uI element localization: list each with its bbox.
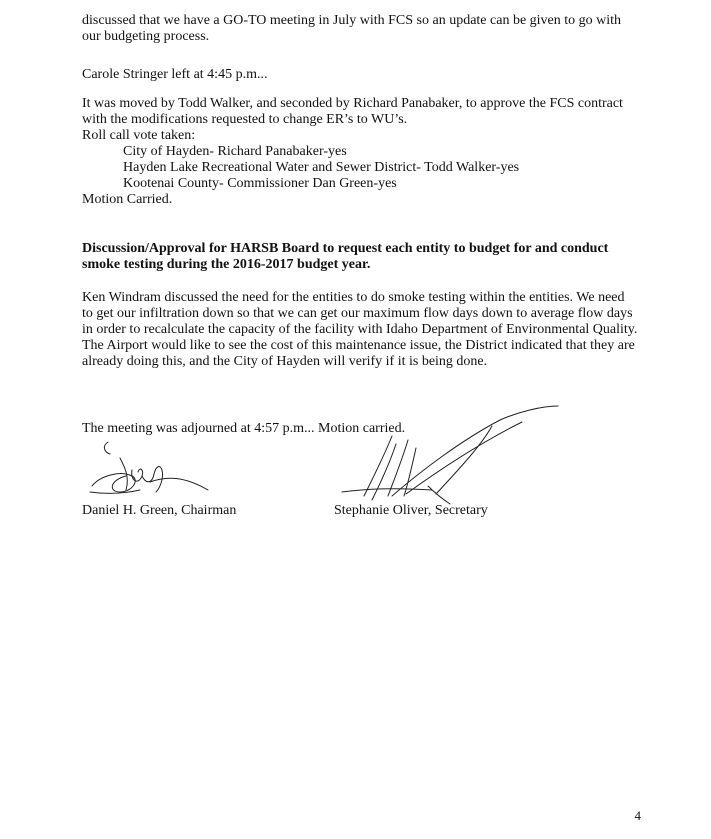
intro-paragraph bbox=[82, 13, 672, 45]
secretary-signature bbox=[332, 404, 562, 516]
discussion-line: to get our infiltration down so that we can get our maximum flow days down to average flow days bbox=[82, 306, 633, 321]
section-heading bbox=[82, 241, 672, 273]
motion-line: It was moved by Todd Walker, and seconded by Richard Panabaker, to approve the FCS contract bbox=[82, 96, 623, 111]
discussion-line: Ken Windram discussed the need for the entities to do smoke testing within the entities. We need bbox=[82, 290, 625, 305]
motion-section bbox=[82, 96, 672, 208]
intro-line: our budgeting process. bbox=[82, 29, 210, 44]
discussion-line: in order to recalculate the capacity of the facility with Idaho Department of Environmental Quality. bbox=[82, 322, 638, 337]
discussion-line: already doing this, and the City of Hayden will verify if it is being done. bbox=[82, 354, 488, 369]
departure-note bbox=[82, 67, 672, 83]
motion-line: with the modifications requested to change ER’s to WU’s. bbox=[82, 112, 408, 127]
roll-call-label: Roll call vote taken: bbox=[82, 128, 196, 143]
section-heading-line: Discussion/Approval for HARSB Board to request each entity to budget for and conduct bbox=[82, 241, 609, 256]
motion-result: Motion Carried. bbox=[82, 192, 173, 207]
chairman-signature bbox=[80, 436, 230, 506]
vote-line: Kootenai County- Commissioner Dan Green-yes bbox=[123, 176, 397, 191]
intro-line: discussed that we have a GO-TO meeting in July with FCS so an update can be given to go with bbox=[82, 13, 622, 28]
page-number: 4 bbox=[634, 808, 641, 823]
vote-line: City of Hayden- Richard Panabaker-yes bbox=[123, 144, 347, 159]
discussion-line: The Airport would like to see the cost of this maintenance issue, the District indicated that they are bbox=[82, 338, 635, 353]
vote-line: Hayden Lake Recreational Water and Sewer District- Todd Walker-yes bbox=[123, 160, 520, 175]
chairman-name: Daniel H. Green, Chairman bbox=[82, 503, 237, 518]
discussion-paragraph bbox=[82, 290, 672, 370]
section-heading-line: smoke testing during the 2016-2017 budget year. bbox=[82, 257, 371, 272]
secretary-name: Stephanie Oliver, Secretary bbox=[334, 503, 488, 518]
departure-note-text: Carole Stringer left at 4:45 p.m... bbox=[82, 67, 268, 82]
adjournment-text: The meeting was adjourned at 4:57 p.m... Motion carried. bbox=[82, 421, 406, 436]
